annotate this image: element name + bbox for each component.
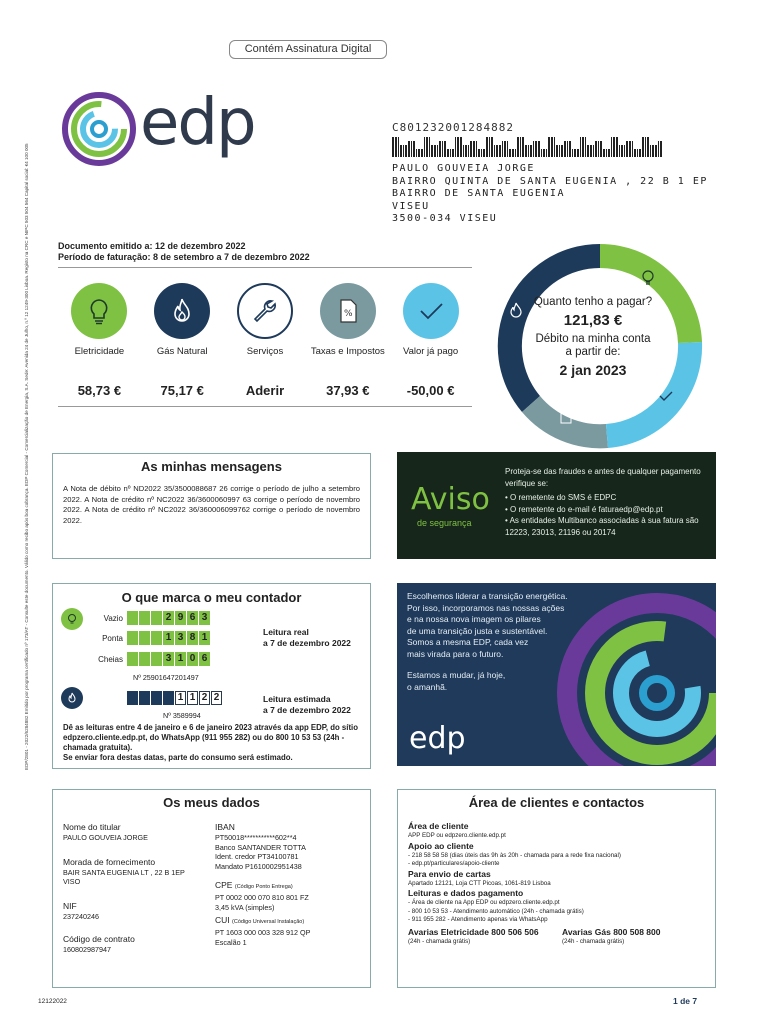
barcode-bar: [556, 145, 558, 157]
document-percent-icon: [320, 283, 376, 339]
barcode-bar: [652, 145, 654, 157]
barcode-bar: [551, 137, 553, 157]
wrench-icon: [237, 283, 293, 339]
barcode-bar: [463, 145, 465, 157]
category-value: 37,93 €: [326, 383, 370, 398]
address-line: VISEU: [392, 200, 430, 212]
electricity-meter-number: Nº 25901647201497: [133, 673, 199, 682]
barcode-bar: [491, 137, 493, 157]
edp-logo: [60, 88, 260, 168]
meter-note: Dê as leituras entre 4 de janeiro e 6 de janeiro 2023 através da app EDP, do sítio edpzero.cliente.edp.pt, do WhatsApp (911 955 282) ou do 800 10 53 53 (24h - chamada gratuita). Se enviar fora destas datas, parte do consumo será estimado.: [63, 723, 358, 762]
barcode-bar: [616, 137, 618, 157]
barcode-bar: [400, 145, 402, 157]
barcode-bar: [413, 141, 415, 157]
contacts-title: Área de clientes e contactos: [468, 795, 645, 810]
barcode-bar: [489, 137, 491, 157]
barcode-bar: [613, 137, 615, 157]
barcode-bar: [561, 145, 563, 157]
barcode-bar: [567, 141, 569, 157]
meter-row-vazio: Vazio 2 9 6 3: [65, 611, 211, 625]
barcode-bar: [507, 141, 509, 157]
barcode-bar: [483, 149, 485, 157]
promo-banner[interactable]: [397, 583, 716, 766]
barcode-bar: [600, 141, 602, 157]
barcode-bar: [598, 141, 600, 157]
barcode-bar: [522, 137, 524, 157]
barcode-bar: [603, 149, 605, 157]
issue-date: Documento emitido a: 12 de dezembro 2022: [58, 241, 246, 251]
barcode-bar: [624, 145, 626, 157]
barcode-bar: [530, 145, 532, 157]
category-label: Gás Natural: [156, 346, 208, 357]
category-taxes: [306, 283, 389, 398]
meter-title: O que marca o meu contador: [121, 590, 302, 605]
category-paid: [389, 283, 472, 398]
barcode-bar: [405, 145, 407, 157]
barcode-bar: [515, 149, 517, 157]
reading-estimated-label: Leitura estimada: [263, 694, 331, 704]
amount-question: Quanto tenho a pagar?: [533, 296, 653, 308]
messages-title: As minhas mensagens: [141, 459, 282, 474]
barcode-bar: [590, 145, 592, 157]
barcode-bar: [637, 149, 639, 157]
side-legal-text: EDP/2801 - 2022/6284882 Emitido por programa certificado nº 173/AT - Consulte este documento. Válido como recibo após boa cobrança. EDP Comercial - Comercialização de Energia, S.A. Sede: Avenida 24 de Julho, n.º 12 1249-300 Lisboa. Registo na CRC e NIPC 503 504 564 Capital social: €4 100 005: [24, 143, 29, 770]
barcode-bar: [512, 149, 514, 157]
category-label: Taxas e Impostos: [310, 346, 385, 357]
amount-due: 121,83 €: [563, 312, 623, 329]
category-value: 75,17 €: [160, 383, 204, 398]
reading-real-label: Leitura real: [263, 627, 309, 637]
my-data-right: IBAN PT50018***********602**4 Banco SANTANDER TOTTA Ident. credor PT34100781 Mandato P1610002951438 CPE (Código Ponto Entrega) PT 0002 000 070 810 801 FZ 3,45 kVA (simples) CUI (Código Universal Instalação) PT 1603 000 003 328 912 QP Escalão 1: [215, 822, 311, 947]
flame-icon: [61, 687, 83, 709]
debit-date: 2 jan 2023: [559, 362, 627, 378]
barcode-bar: [582, 137, 584, 157]
barcode-bar: [548, 137, 550, 157]
promo-logo: edp: [409, 721, 466, 756]
barcode-bar: [535, 141, 537, 157]
footer-code: 12122022: [38, 998, 67, 1005]
gas-meter-number: Nº 3589994: [163, 711, 201, 720]
barcode-bar: [450, 149, 452, 157]
barcode-bar: [452, 149, 454, 157]
barcode-bar: [455, 137, 457, 157]
barcode-bar: [408, 141, 410, 157]
barcode-bar: [504, 141, 506, 157]
barcode-bar: [473, 141, 475, 157]
security-notice-banner[interactable]: [397, 452, 716, 559]
flame-icon: [154, 283, 210, 339]
barcode-bar: [593, 145, 595, 157]
barcode-bar: [478, 149, 480, 157]
barcode-bar: [629, 141, 631, 157]
barcode-bar: [569, 141, 571, 157]
document-info: [58, 241, 310, 263]
barcode-bar: [658, 141, 660, 157]
barcode-bar: [611, 137, 613, 157]
barcode-bar: [577, 149, 579, 157]
barcode-bar: [538, 141, 540, 157]
barcode-bar: [660, 141, 662, 157]
cost-categories: [58, 283, 472, 398]
promo-text: Escolhemos liderar a transição energética. Por isso, incorporamos nas nossas ações e na nossa nova imagem os pilares de uma transição justa e sustentável. Somos a mesma EDP, cada vez mais virada para o futuro. Estamos a mudar, já hoje, o amanhã.: [407, 591, 568, 692]
my-data-panel: [52, 789, 371, 988]
category-label: Valor já pago: [402, 346, 459, 357]
barcode-bar: [543, 149, 545, 157]
barcode-bar: [559, 145, 561, 157]
barcode-bar: [525, 145, 527, 157]
svg-text:%: %: [343, 309, 353, 319]
barcode-bar: [486, 137, 488, 157]
checkmark-icon: [403, 283, 459, 339]
category-value: -50,00 €: [406, 383, 455, 398]
barcode-number: C801232001284882: [392, 121, 514, 134]
address-line: PAULO GOUVEIA JORGE: [392, 163, 535, 174]
page-number: 1 de 7: [673, 996, 698, 1006]
barcode-bar: [509, 149, 511, 157]
barcode-bar: [465, 145, 467, 157]
my-data-title: Os meus dados: [163, 795, 260, 810]
barcode-bar: [655, 145, 657, 157]
billing-period: Período de faturação: 8 de setembro a 7 de dezembro 2022: [58, 252, 310, 262]
meter-row-cheias: Cheias 3 1 0 6: [65, 652, 211, 666]
barcode-bar: [619, 145, 621, 157]
category-value: 58,73 €: [77, 383, 122, 398]
reading-real-date: a 7 de dezembro 2022: [263, 638, 351, 648]
divider: [58, 406, 472, 407]
barcode-bar: [621, 145, 623, 157]
edp-logo-text: edp: [140, 86, 255, 160]
meter-row-ponta: Ponta 1 3 8 1: [65, 631, 211, 645]
barcode-bar: [574, 149, 576, 157]
barcode-bar: [608, 149, 610, 157]
digital-signature-badge: Contém Assinatura Digital: [229, 40, 387, 59]
category-electricity: [58, 283, 141, 398]
barcode-bar: [499, 145, 501, 157]
barcode-bar: [626, 141, 628, 157]
barcode-bar: [481, 149, 483, 157]
barcode-bar: [421, 149, 423, 157]
barcode-bar: [468, 145, 470, 157]
barcode-bar: [645, 137, 647, 157]
barcode-bar: [587, 145, 589, 157]
category-label: Eletricidade: [74, 346, 125, 357]
barcode-bar: [431, 145, 433, 157]
barcode-bar: [502, 141, 504, 157]
barcode-bar: [403, 145, 405, 157]
barcode-bar: [395, 137, 397, 157]
barcode-bar: [564, 141, 566, 157]
barcode-bar: [647, 137, 649, 157]
barcode-bar: [424, 137, 426, 157]
notice-subtitle: de segurança: [417, 518, 472, 528]
category-services[interactable]: [224, 283, 307, 398]
reading-estimated-date: a 7 de dezembro 2022: [263, 705, 351, 715]
barcode-bar: [470, 141, 472, 157]
edp-logo-swirl-icon: [60, 90, 138, 168]
barcode-bar: [392, 137, 394, 157]
barcode-bar: [554, 137, 556, 157]
barcode-bar: [460, 137, 462, 157]
barcode-bar: [411, 141, 413, 157]
barcode-bar: [426, 137, 428, 157]
notice-text: Proteja-se das fraudes e antes de qualquer pagamento verifique se: • O remetente do SMS é EDPC • O remetente do e-mail é faturaedp@edp.pt • As entidades Multibanco associadas à sua fatura são 12223, 23013, 21196 ou 20174: [505, 467, 701, 537]
meter-panel: [52, 583, 371, 769]
amount-summary: [533, 296, 653, 378]
barcode-bar: [517, 137, 519, 157]
barcode: [392, 137, 704, 157]
divider: [58, 267, 472, 268]
messages-panel: [52, 453, 371, 559]
barcode-bar: [595, 141, 597, 157]
category-gas: [141, 283, 224, 398]
barcode-bar: [476, 141, 478, 157]
address-line: BAIRRO DE SANTA EUGENIA: [392, 188, 565, 199]
contacts-list: Área de cliente APP EDP ou edpzero.cliente.edp.pt Apoio ao cliente - 218 58 58 58 (dias úteis das 9h às 20h - chamada para a rede fixa nacional) - edp.pt/particulares/apoio-cliente Para envio de cartas Apartado 12121, Loja CTT Picoas, 1061-819 Lisboa Leituras e dados pagamento - Área de cliente na App EDP ou edpzero.cliente.edp.pt - 800 10 53 53 - Atendimento automático (24h - chamada grátis) - 911 955 282 - Atendimento apenas via WhatsApp Avarias Eletricidade 800 506 506 (24h - chamada grátis) Avarias Gás 800 508 800 (24h - chamada grátis): [408, 821, 708, 945]
barcode-bar: [416, 149, 418, 157]
barcode-bar: [541, 149, 543, 157]
barcode-bar: [632, 141, 634, 157]
barcode-bar: [437, 145, 439, 157]
barcode-bar: [429, 137, 431, 157]
barcode-bar: [639, 149, 641, 157]
barcode-bar: [650, 145, 652, 157]
barcode-bar: [606, 149, 608, 157]
barcode-bar: [439, 141, 441, 157]
barcode-bar: [546, 149, 548, 157]
barcode-bar: [585, 137, 587, 157]
link[interactable]: APP EDP ou edpzero.cliente.edp.pt: [408, 832, 506, 839]
barcode-bar: [572, 149, 574, 157]
donut-segment-taxes: [522, 396, 608, 448]
address-line: BAIRRO QUINTA DE SANTA EUGENIA , 22 B 1 EP: [392, 175, 708, 187]
barcode-bar: [418, 149, 420, 157]
barcode-bar: [496, 145, 498, 157]
recipient-address: [392, 163, 708, 226]
barcode-bar: [398, 137, 400, 157]
category-value[interactable]: Aderir: [245, 383, 285, 398]
barcode-bar: [457, 137, 459, 157]
barcode-bar: [447, 149, 449, 157]
notice-title: Aviso: [411, 482, 490, 517]
barcode-bar: [580, 137, 582, 157]
barcode-bar: [520, 137, 522, 157]
messages-text: A Nota de débito nº ND2022 35/3500088687 26 corrige o período de julho a setembro 2022. A Nota de crédito nº NC2022 36/3600060997 63 corrige o período de novembro 2022. A Nota de crédito nº NC2022 36/360006099762 corrige o período de novembro 2022.: [63, 484, 360, 525]
address-line: 3500-034 VISEU: [392, 213, 498, 224]
barcode-bar: [634, 149, 636, 157]
contacts-panel: [397, 789, 716, 988]
barcode-bar: [528, 145, 530, 157]
link[interactable]: - edp.pt/particulares/apoio-cliente: [408, 860, 500, 867]
barcode-bar: [444, 141, 446, 157]
gas-meter-row: 1 1 2 2: [127, 691, 223, 705]
my-data-left: Nome do titular PAULO GOUVEIA JORGE Morada de fornecimento BAIR SANTA EUGENIA LT , 22 B 1EP VISO NIF 237240246 Código de contrato 160802987947: [63, 822, 185, 954]
barcode-bar: [642, 137, 644, 157]
lightbulb-icon: [71, 283, 127, 339]
debit-label: Débito na minha conta a partir de:: [535, 333, 651, 358]
barcode-bar: [442, 141, 444, 157]
barcode-bar: [434, 145, 436, 157]
category-label: Serviços: [246, 346, 284, 357]
barcode-bar: [494, 145, 496, 157]
barcode-bar: [533, 141, 535, 157]
